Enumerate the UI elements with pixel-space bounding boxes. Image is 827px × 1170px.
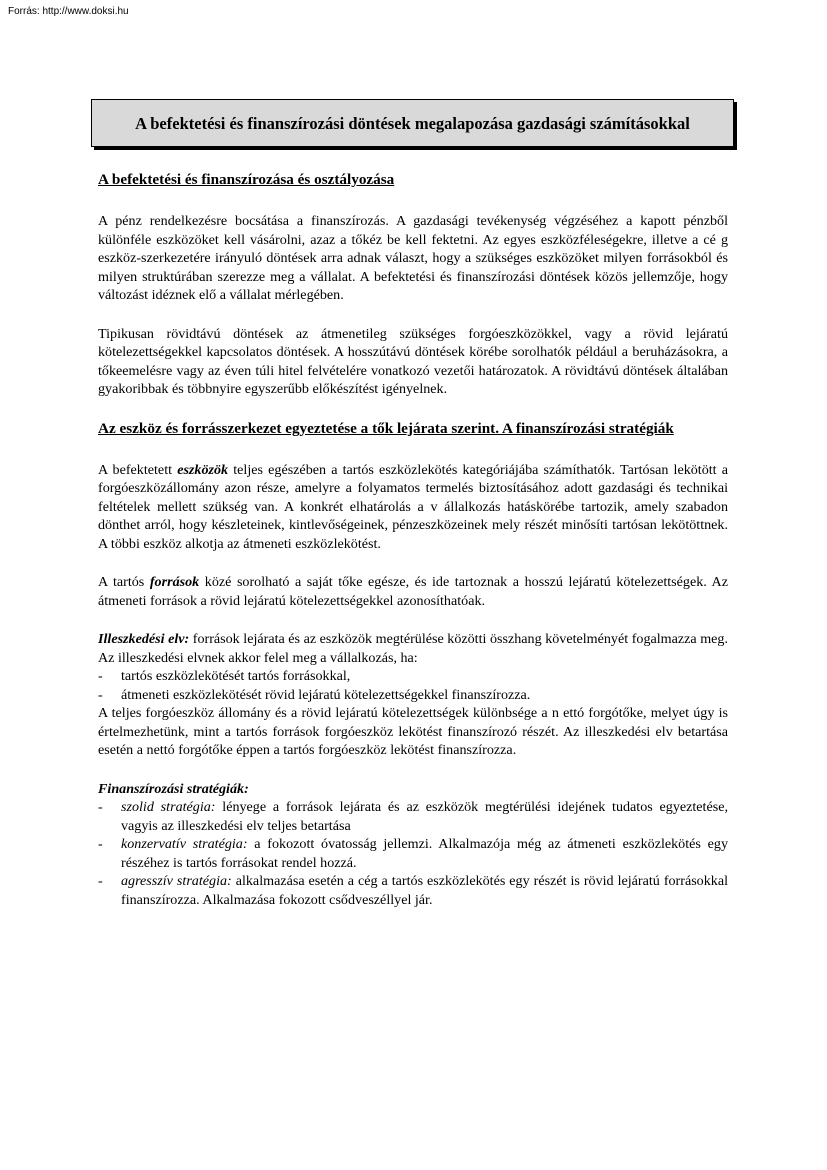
text-fragment: források lejárata és az eszközök megtérülése közötti összhang követelményét fogalmazza meg. Az illeszkedési elvnek akkor felel meg a vállalkozás, ha: [98, 631, 728, 666]
document-body [98, 170, 728, 909]
document-title: A befektetési és finanszírozási döntések megalapozása gazdasági számításokkal [135, 113, 690, 133]
paragraph-net-working-capital: A teljes forgóeszköz állomány és a rövid lejáratú kötelezettségek különbsége a n ettó forgótőke, melyet úgy is értelmezhetünk, mint a tartós források forgóeszköz lekötést finanszírozó részét. Az illeszkedési elv betartása esetén a nettó forgótőke éppen a tartós forgóeszköz lekötést finanszírozza. [98, 705, 728, 758]
list-item: - átmeneti eszközlekötését rövid lejáratú kötelezettségekkel finanszírozza. [98, 686, 728, 705]
section-heading-classification: A befektetési és finanszírozása és osztályozása [98, 171, 395, 188]
paragraph-fixed-assets [98, 461, 728, 554]
emphasis-forrasok: források [149, 574, 200, 590]
strategies-list [98, 798, 728, 909]
list-item: - tartós eszközlekötését tartós forrásokkal, [98, 667, 728, 686]
source-url: Forrás: http://www.doksi.hu [8, 6, 129, 17]
paragraph-short-long-term: Tipikusan rövidtávú döntések az átmenetileg szükséges forgóeszközökkel, vagy a rövid lejáratú kötelezettségekkel kapcsolatos döntések. A hosszútávú döntések körébe sorolhatók például a beruházásokra, a tőkeemelésre vagy az éven túli hitel felvételére vonatkozó vezetői határozatok. A rövidtávú döntések általában gyakoribbak és többnyire egyszerűbb előkészítést igényelnek. [98, 325, 728, 397]
text-fragment: A befektetett [98, 461, 178, 478]
strategy-name: agresszív stratégia: [121, 873, 232, 889]
strategy-name: szolid stratégia: [121, 799, 216, 815]
section-heading-structure: Az eszköz és forrásszerkezet egyeztetése a tők lejárata szerint. A finanszírozási stratégiák [98, 419, 674, 437]
strategy-text: alkalmazása esetén a cég a tartós eszközlekötés egy részét is rövid lejáratú forrásokkal finanszírozza. Alkalmazása fokozott csődveszéllyel jár. [121, 873, 728, 908]
list-item-aggressive-strategy [98, 872, 728, 909]
strategy-name: konzervatív stratégia: [121, 836, 248, 852]
strategies-heading: Finanszírozási stratégiák: [98, 780, 249, 797]
text-fragment: közé sorolható a saját tőke egésze, és ide tartoznak a hosszú lejáratú kötelezettségek. Az átmeneti források a rövid lejáratú kötelezettségekkel azonosíthatóak. [98, 574, 728, 609]
matching-principle-label: Illeszkedési elv: [98, 631, 190, 647]
document-title-box [91, 99, 734, 147]
emphasis-eszkozok: eszközök [177, 461, 229, 478]
paragraph-financing-definition: A pénz rendelkezésre bocsátása a finanszírozás. A gazdasági tevékenység végzéséhez a kapott pénzből különféle eszközöket kell vásárolni, azaz a tőkéz be kell fektetni. Az egyes eszközféleségekre, illetve a cé g eszköz-szerkezetére irányuló döntések arra adnak választ, hogy a szükséges eszközöket milyen forrásokból és milyen struktúrában szerezze meg a vállalat. A befektetési és finanszírozási döntések közös jellemzője, hogy változást idéznek elő a vállalat mérlegében. [98, 213, 728, 303]
text-fragment: teljes egészében a tartós eszközlekötés kategóriájába számíthatók. Tartósan lekötött a forgóeszközállomány azon része, amelyre a folyamatos termelés biztosításához adott gazdasági és technikai feltételek mellett szükség van. A konkrét elhatárolás a v állalkozás hatáskörébe tartozik, amely szabadon dönthet arról, hogy készleteinek, kintlevőségeinek, pénzeszközeinek mely részét minősíti tartósan lekötöttnek. A többi eszköz alkotja az átmeneti eszközlekötést. [98, 461, 728, 552]
list-item-conservative-strategy [98, 835, 728, 872]
paragraph-matching-principle [98, 630, 728, 667]
strategy-text: a fokozott óvatosság jellemzi. Alkalmazója még az átmeneti eszközlekötés egy részéhez is tartós forrásokat rendel hozzá. [121, 836, 728, 871]
paragraph-permanent-sources [98, 573, 728, 610]
list-item-solid-strategy [98, 798, 728, 835]
matching-principle-list [98, 667, 728, 704]
strategy-text: lényege a források lejárata és az eszközök megtérülési idejének tudatos egyeztetése, vagyis az illeszkedési elv teljes betartása [121, 799, 728, 834]
text-fragment: A tartós [98, 574, 150, 590]
